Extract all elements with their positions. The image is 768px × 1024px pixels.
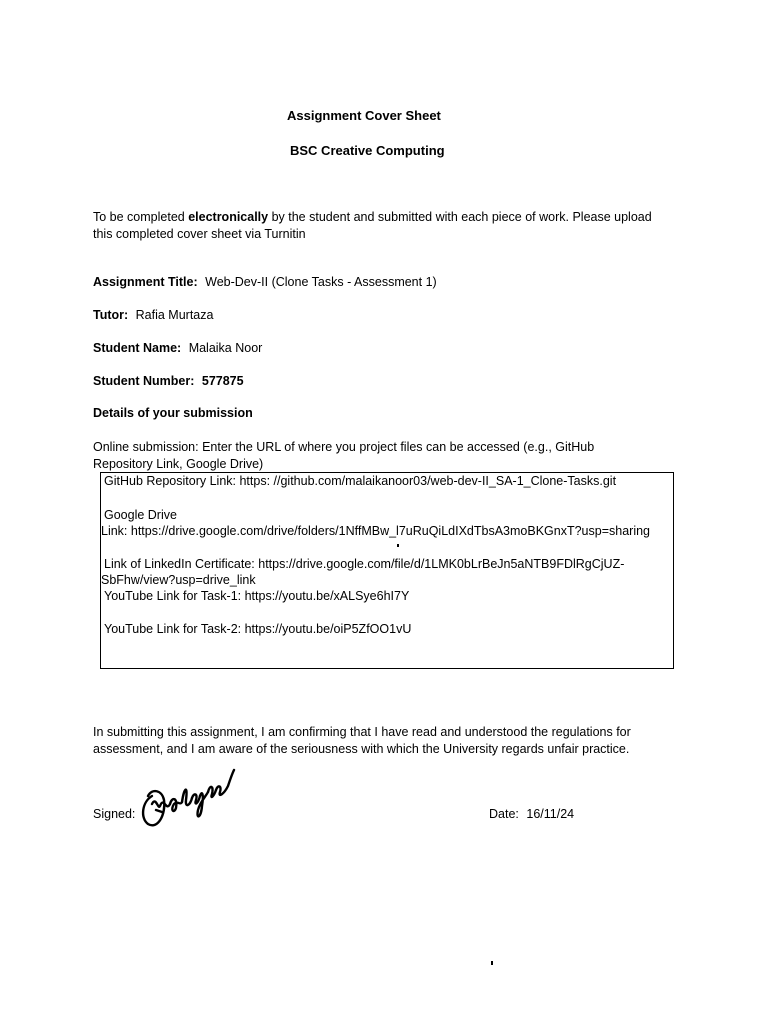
stray-mark	[397, 544, 399, 547]
date-row	[489, 807, 574, 821]
assignment-title-label: Assignment Title:	[93, 275, 198, 289]
linkedin-link-continuation: SbFhw/view?usp=drive_link	[101, 573, 256, 587]
date-value: 16/11/24	[526, 807, 575, 821]
student-name-value: Malaika Noor	[188, 341, 263, 355]
signature-image	[138, 766, 238, 828]
student-number-row	[93, 374, 244, 388]
intro-paragraph	[93, 209, 653, 243]
signed-label: Signed:	[93, 807, 136, 821]
submission-instructions: Online submission: Enter the URL of where you project files can be accessed (e.g., GitHub Repository Link, Google Drive)	[93, 440, 595, 471]
tutor-row	[93, 308, 213, 322]
intro-emphasis: electronically	[188, 210, 269, 224]
submission-links-box	[100, 472, 674, 669]
tutor-label: Tutor:	[93, 308, 129, 322]
assignment-title-row	[93, 275, 437, 289]
stray-mark-bottom	[491, 961, 493, 965]
student-number-value: 577875	[201, 374, 244, 388]
declaration-paragraph: In submitting this assignment, I am confirming that I have read and understood the regulations for assessment, and I am aware of the seriousness with which the University regards unfair practice.	[93, 725, 631, 756]
youtube-task2-link-text: YouTube Link for Task-2: https://youtu.be/oiP5ZfOO1vU	[104, 622, 412, 636]
assignment-title-value: Web-Dev-II (Clone Tasks - Assessment 1)	[205, 275, 437, 289]
intro-suffix: by the student and submitted with each piece of work. Please upload this completed cover sheet via Turnitin	[93, 210, 652, 241]
intro-prefix: To be completed	[93, 210, 189, 224]
linkedin-link-text: Link of LinkedIn Certificate: https://drive.google.com/file/d/1LMK0bLrBeJn5aNTB9FDlRgCjUZ-	[104, 557, 625, 571]
student-name-label: Student Name:	[93, 341, 182, 355]
youtube-task1-link-text: YouTube Link for Task-1: https://youtu.be/xALSye6hI7Y	[104, 589, 410, 603]
submission-heading: Details of your submission	[93, 406, 253, 420]
student-name-row	[93, 341, 262, 355]
tutor-value: Rafia Murtaza	[135, 308, 214, 322]
page-subtitle: BSC Creative Computing	[290, 143, 445, 158]
page-title: Assignment Cover Sheet	[287, 108, 441, 123]
drive-link-text: Link: https://drive.google.com/drive/folders/1NffMBw_l7uRuQiLdIXdTbsA3moBKGnxT?usp=sharing	[101, 524, 650, 538]
drive-link-label: Google Drive	[104, 508, 177, 522]
github-link-text: GitHub Repository Link: https: //github.com/malaikanoor03/web-dev-II_SA-1_Clone-Tasks.git	[104, 474, 617, 488]
date-label: Date:	[489, 807, 519, 821]
student-number-label: Student Number:	[93, 374, 195, 388]
